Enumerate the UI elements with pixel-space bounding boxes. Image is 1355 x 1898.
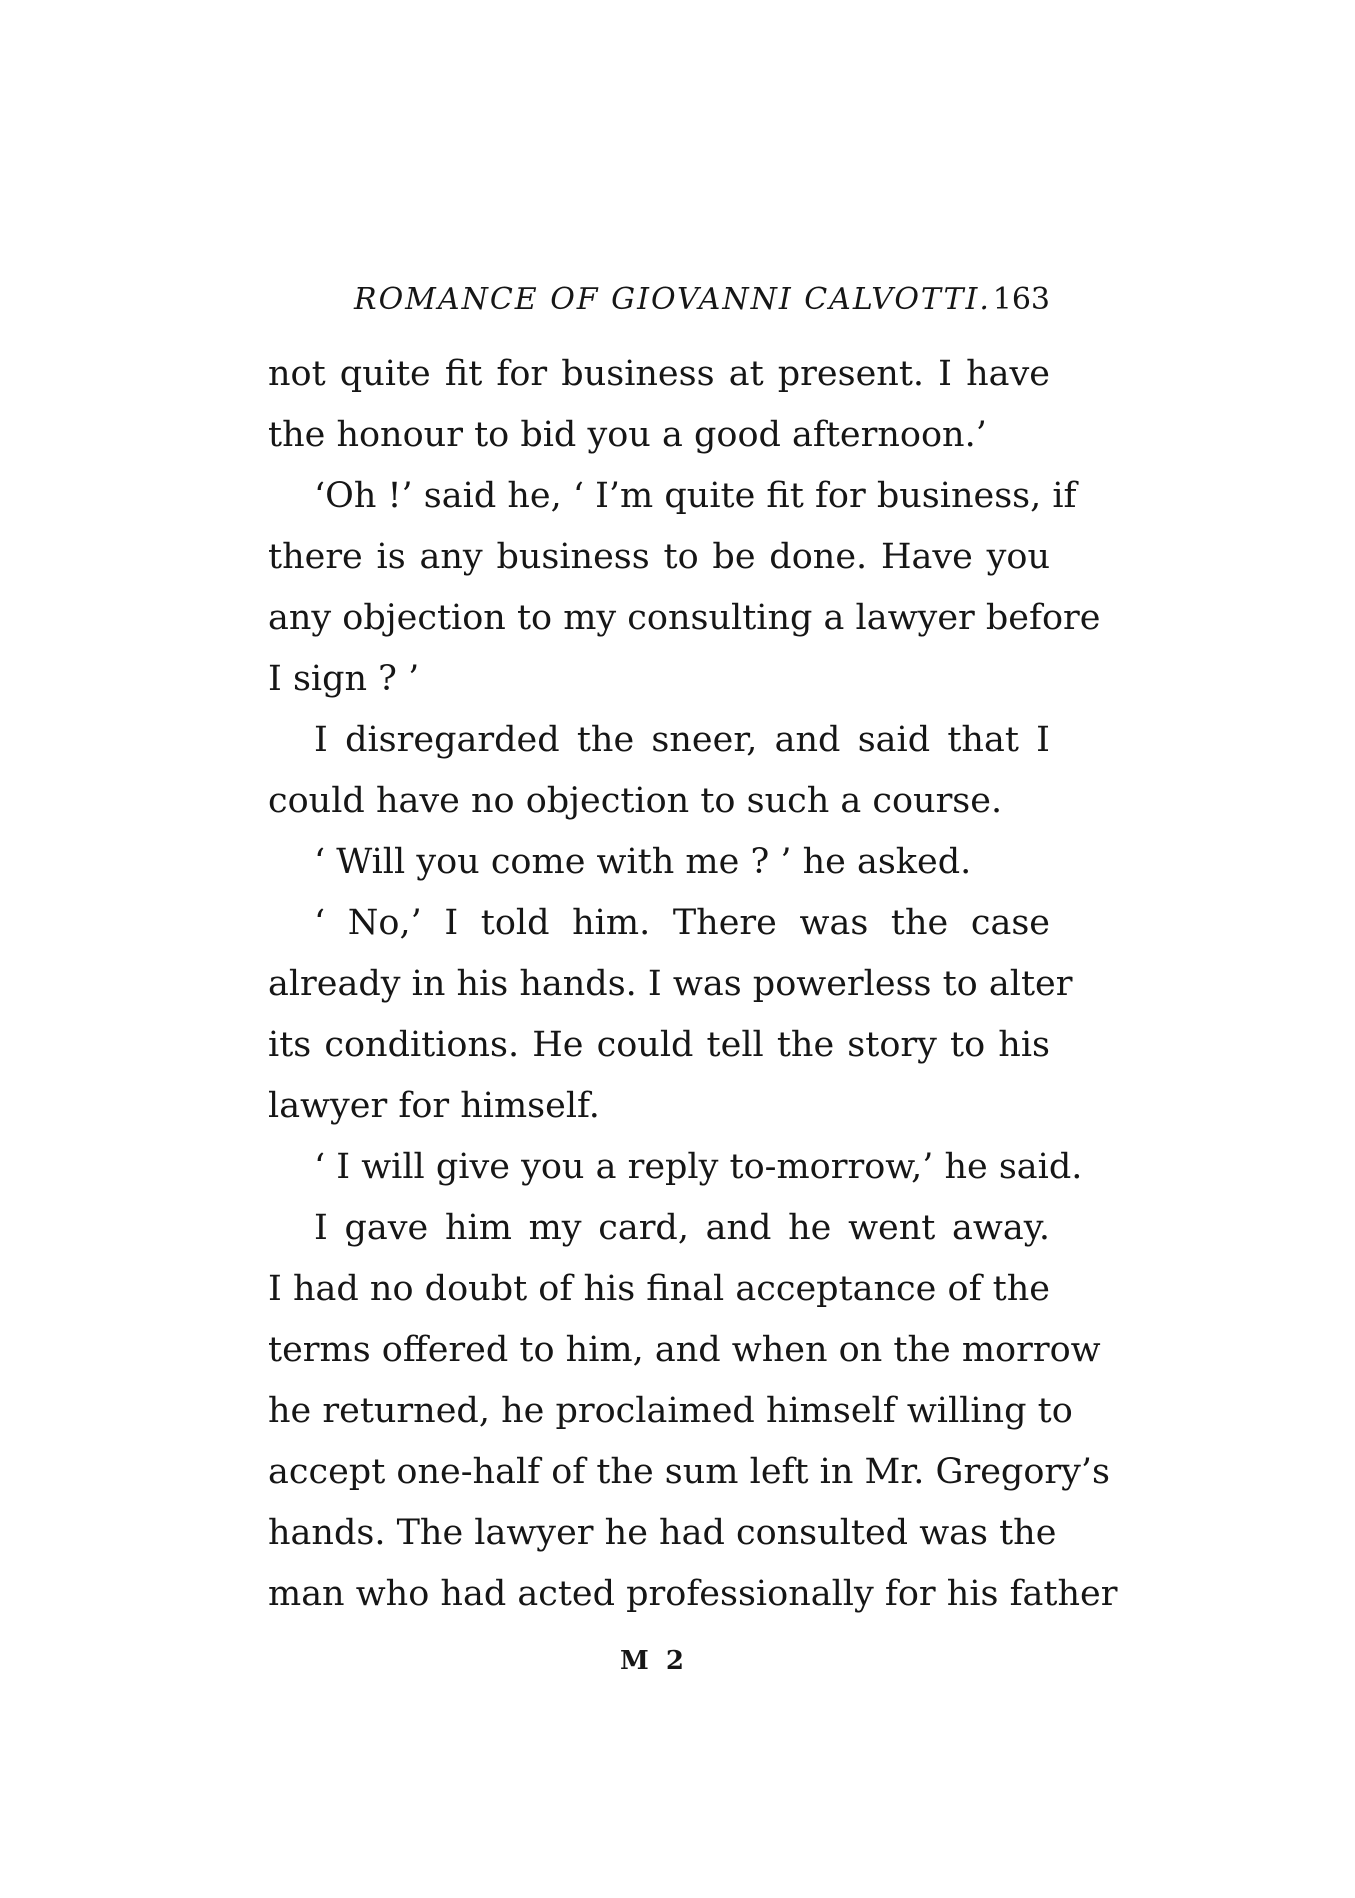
text-line: ‘ Will you come with me ? ’ he asked. xyxy=(314,842,972,882)
text-line: I disregarded the sneer, and said that I xyxy=(314,720,1050,760)
signature-mark: M 2 xyxy=(620,1646,688,1676)
text-line: accept one-half of the sum left in Mr. Gregory’s xyxy=(268,1452,1110,1492)
text-line: the honour to bid you a good afternoon.’ xyxy=(268,415,987,455)
text-line: already in his hands. I was powerless to alter xyxy=(268,964,1073,1004)
text-line: ‘ I will give you a reply to-morrow,’ he said. xyxy=(314,1147,1083,1187)
page-header xyxy=(268,276,1050,324)
text-line: ‘ No,’ I told him. There was the case xyxy=(314,903,1050,943)
running-title: ROMANCE OF GIOVANNI CALVOTTI. xyxy=(354,282,991,317)
text-line: lawyer for himself. xyxy=(268,1086,600,1126)
text-line: man who had acted professionally for his father xyxy=(268,1574,1118,1614)
text-line: could have no objection to such a course. xyxy=(268,781,1003,821)
text-line: not quite fit for business at present. I have xyxy=(268,354,1050,394)
text-line: there is any business to be done. Have you xyxy=(268,537,1050,577)
text-line: ‘Oh !’ said he, ‘ I’m quite fit for business, if xyxy=(314,476,1077,516)
text-line: terms offered to him, and when on the morrow xyxy=(268,1330,1101,1370)
text-line: he returned, he proclaimed himself willing to xyxy=(268,1391,1073,1431)
text-line: I had no doubt of his final acceptance of the xyxy=(268,1269,1050,1309)
text-line: its conditions. He could tell the story to his xyxy=(268,1025,1050,1065)
text-line: any objection to my consulting a lawyer before xyxy=(268,598,1101,638)
text-line: hands. The lawyer he had consulted was the xyxy=(268,1513,1057,1553)
text-line: I gave him my card, and he went away. xyxy=(314,1208,1050,1248)
page-number: 163 xyxy=(992,282,1050,317)
text-line: I sign ? ’ xyxy=(268,659,420,699)
body-text xyxy=(268,344,1118,1625)
